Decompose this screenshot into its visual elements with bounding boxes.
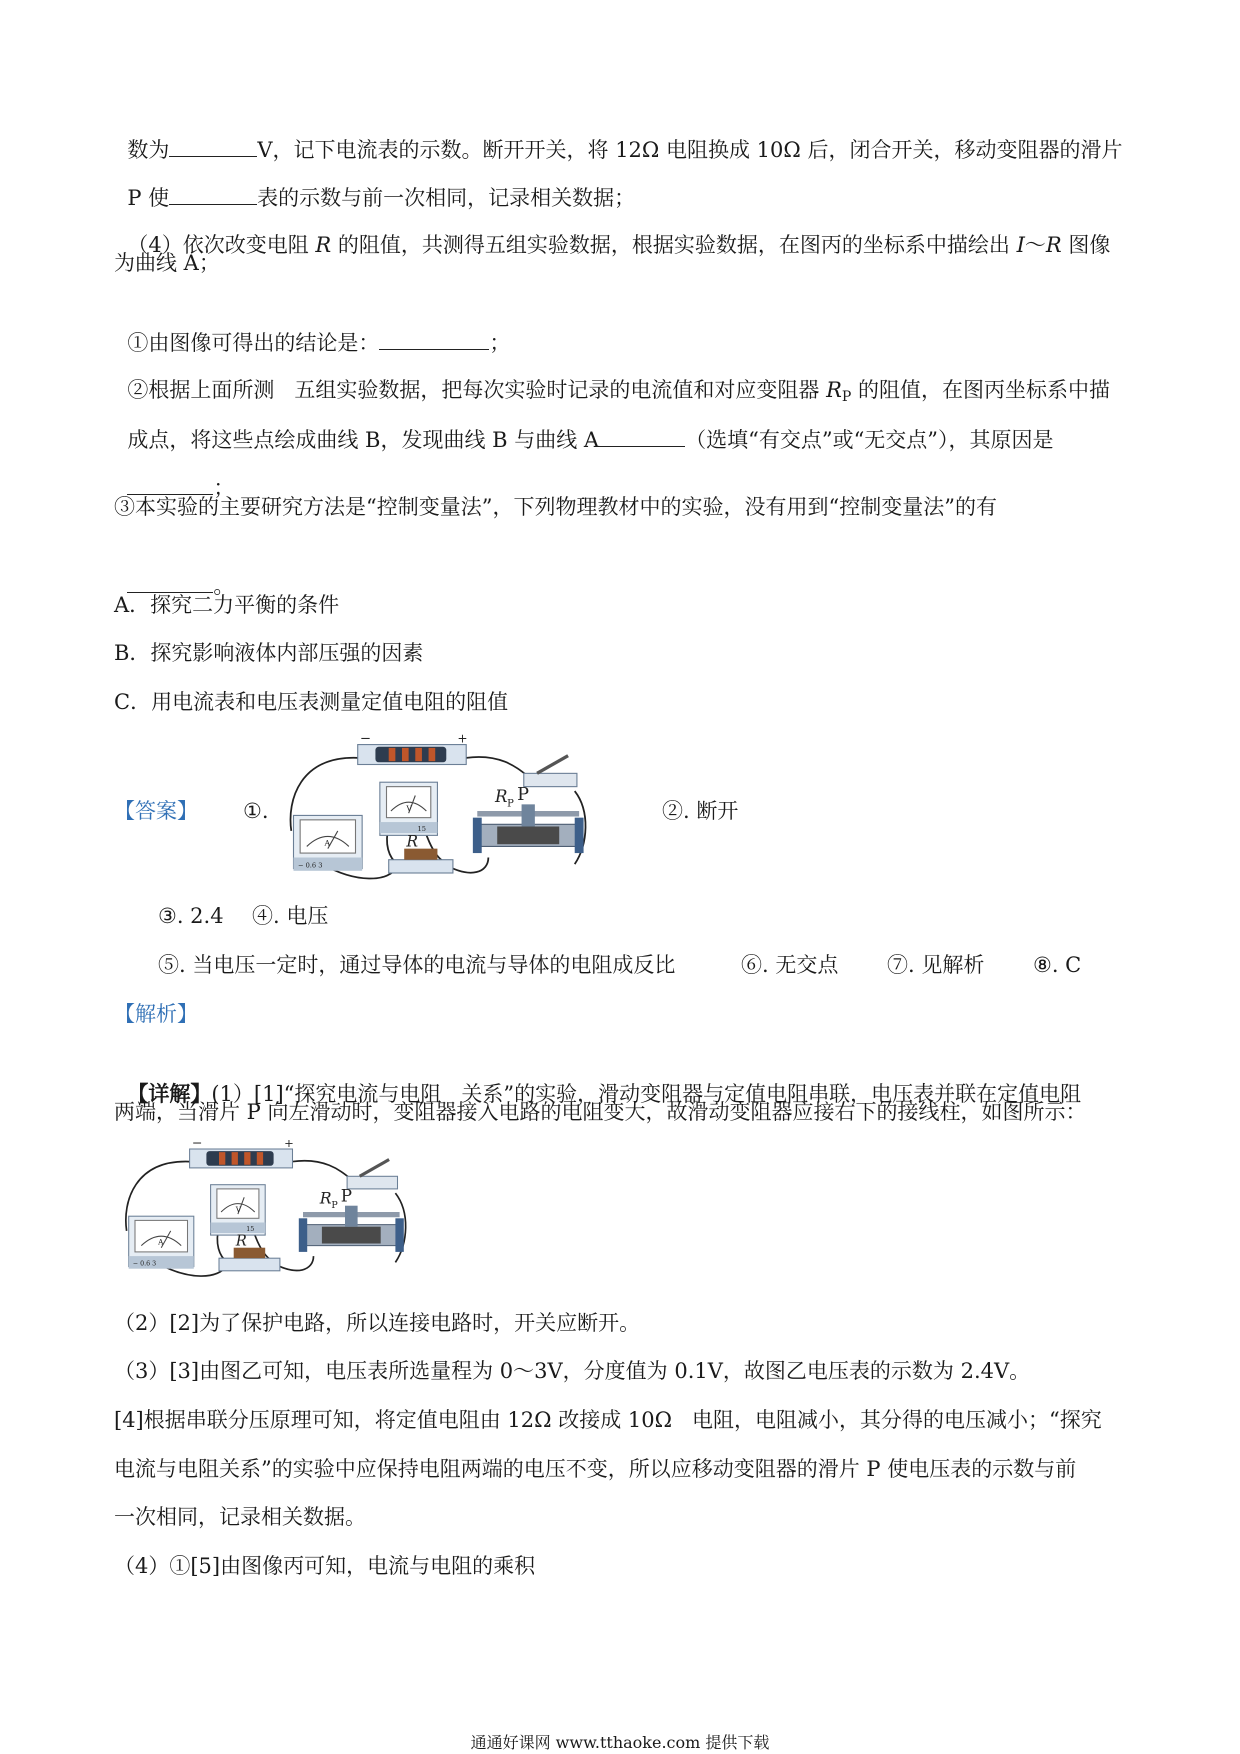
analysis-step-4-line-3: 一次相同，记录相关数据。 — [114, 1505, 366, 1529]
text: P 使 — [127, 186, 170, 210]
resistor-label: R — [406, 832, 419, 851]
answer-tag: 【答案】 — [114, 799, 198, 823]
text: ； — [489, 331, 511, 355]
answer-4: ④. 电压 — [252, 904, 329, 928]
symbol-r: R — [1045, 233, 1062, 257]
text: 的阻值，在图丙坐标系中描 — [851, 378, 1110, 402]
text: （选填“有交点”或“无交点”），其原因是 — [685, 428, 1054, 452]
answer-6: ⑥. 无交点 — [741, 953, 839, 977]
answer-2: ②. 断开 — [662, 799, 739, 823]
symbol-i: I — [1016, 233, 1025, 257]
q4-part-2-line-2 — [114, 394, 1054, 455]
analysis-tag: 【解析】 — [114, 1002, 198, 1026]
resistor-label: R — [235, 1232, 247, 1250]
text: ②根据上面所测 五组实验数据，把每次实验时记录的电流值和对应变阻器 — [127, 378, 827, 402]
analysis-step-4-line-2: 电流与电阻关系”的实验中应保持电阻两端的电压不变，所以应移动变阻器的滑片 P 使电压表的示数与前 — [114, 1457, 1077, 1481]
answer-7: ⑦. 见解析 — [887, 953, 985, 977]
circuit-diagram-analysis — [114, 1138, 408, 1286]
option-b: B．探究影响液体内部压强的因素 — [114, 641, 424, 665]
voltmeter-scale: 15 — [417, 824, 426, 833]
text: ～ — [1024, 233, 1046, 257]
text: （4）依次改变电阻 — [127, 233, 316, 257]
ammeter-letter: A — [324, 838, 331, 848]
analysis-step-2: （2）[2]为了保护电路，所以连接电路时，开关应断开。 — [114, 1311, 641, 1335]
q4-line-2: 为曲线 A； — [114, 251, 220, 275]
text: 数为 — [127, 138, 170, 162]
battery-minus-label: − — [191, 1138, 203, 1150]
analysis-step-4-line-1: [4]根据串联分压原理可知，将定值电阻由 12Ω 改接成 10Ω 电阻，电阻减小，其分得的电压减小；“探究 — [114, 1408, 1102, 1432]
battery-plus-label: + — [284, 1138, 294, 1150]
answer-3: ③. 2.4 — [158, 904, 224, 928]
rheostat-label: R — [319, 1188, 332, 1208]
text: 表的示数与前一次相同，记录相关数据； — [257, 186, 636, 210]
page-footer: 通通好课网 www.tthaoke.com 提供下载 — [470, 1733, 770, 1752]
ammeter-scale: − 0.6 3 — [132, 1260, 157, 1268]
q4-part-3-line-1: ③本实验的主要研究方法是“控制变量法”，下列物理教材中的实验，没有用到“控制变量法”的有 — [114, 495, 997, 519]
text: 成点，将这些点绘成曲线 B，发现曲线 B 与曲线 A — [127, 428, 600, 452]
text: 的阻值，共测得五组实验数据，根据实验数据，在图丙的坐标系中描绘出 — [331, 233, 1017, 257]
voltmeter-letter: V — [235, 1205, 242, 1214]
text: 。 — [213, 574, 235, 598]
ammeter-scale: − 0.6 3 — [297, 861, 323, 870]
battery-plus-label: + — [457, 733, 468, 746]
text: (1）[1]“探究电流与电阻 关系”的实验，滑动变阻器与定值电阻串联，电压表并联在定值电阻 — [211, 1082, 1082, 1106]
blank-intersection — [599, 424, 685, 447]
text: ； — [213, 476, 235, 500]
subscript: P — [841, 389, 852, 405]
rheostat-subscript: P — [507, 798, 514, 810]
text: ①由图像可得出的结论是： — [127, 331, 380, 355]
rheostat-subscript: P — [331, 1199, 338, 1211]
text: 图像 — [1061, 233, 1111, 257]
ammeter-letter: A — [158, 1237, 164, 1247]
battery-minus-label: − — [359, 733, 372, 747]
answer-5: ⑤. 当电压一定时，通过导体的电流与导体的电阻成反比 — [158, 953, 676, 977]
analysis-step-5: （4）①[5]由图像丙可知，电流与电阻的乘积 — [114, 1554, 536, 1578]
symbol-r: R — [315, 233, 332, 257]
analysis-step-3: （3）[3]由图乙可知，电压表所选量程为 0～3V，分度值为 0.1V，故图乙电压表的示数为 2.4V。 — [114, 1359, 1031, 1383]
text: V，记下电流表的示数。断开开关，将 12Ω 电阻换成 10Ω 后，闭合开关，移动变阻器的滑片 — [257, 138, 1123, 162]
option-c: C．用电流表和电压表测量定值电阻的阻值 — [114, 690, 509, 714]
slider-label: P — [517, 784, 530, 805]
circuit-diagram-answer — [278, 733, 588, 889]
option-a: A．探究二力平衡的条件 — [114, 593, 340, 617]
q4-line-1 — [114, 200, 1110, 260]
voltmeter-letter: V — [406, 804, 413, 813]
detail-tag: 【详解】 — [127, 1081, 212, 1106]
answer-1: ①. — [243, 799, 269, 823]
rheostat-label: R — [495, 787, 508, 807]
slider-label: P — [340, 1185, 353, 1206]
symbol-r: R — [826, 378, 842, 402]
answer-8: ⑧. C — [1033, 953, 1082, 977]
voltmeter-scale: 15 — [246, 1225, 255, 1233]
detail-line-2: 两端，当滑片 P 向左滑动时，变阻器接入电路的电阻变大，故滑动变阻器应接右下的接线柱，如图所示： — [114, 1100, 1087, 1124]
